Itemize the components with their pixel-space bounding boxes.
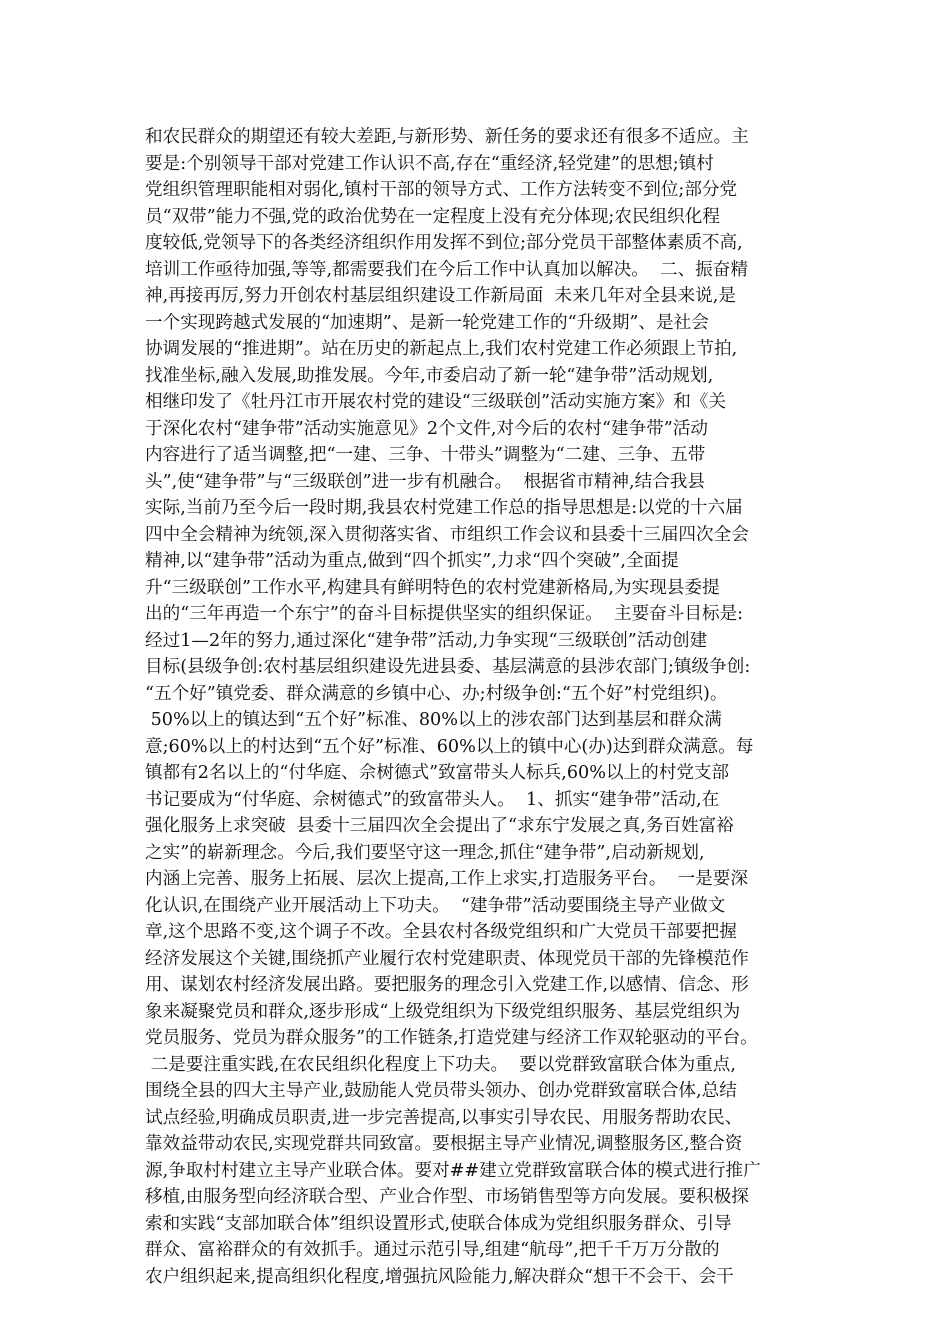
text-line: 经济发展这个关键,围绕抓产业履行农村党建职责、体现党员干部的先锋模范作 — [145, 948, 749, 969]
text-line: 协调发展的“推进期”。站在历史的新起点上,我们农村党建工作必须跟上节拍, — [145, 339, 738, 359]
text-line: 化认识,在围绕产业开展活动上下功夫。 “建争带”活动要围绕主导产业做文 — [145, 895, 726, 916]
text-line: 头”,使“建争带”与“三级联创”进一步有机融合。 根据省市精神,结合我县 — [145, 471, 705, 492]
text-line: 农户组织起来,提高组织化程度,增强抗风险能力,解决群众“想干不会干、会干 — [145, 1266, 734, 1287]
text-line: 书记要成为“付华庭、佘树德式”的致富带头人。 1、抓实“建争带”活动,在 — [145, 789, 720, 810]
text-line: 找准坐标,融入发展,助推发展。今年,市委启动了新一轮“建争带”活动规划, — [145, 365, 714, 386]
text-line: 员“双带”能力不强,党的政治优势在一定程度上没有充分体现;农民组织化程 — [145, 206, 720, 227]
text-line: 意;60%以上的村达到“五个好”标准、60%以上的镇中心(办)达到群众满意。每 — [145, 736, 754, 757]
text-line: 要是:个别领导干部对党建工作认识不高,存在“重经济,轻党建”的思想;镇村 — [145, 153, 714, 174]
text-line: 用、谋划农村经济发展出路。要把服务的理念引入党建工作,以感情、信念、形 — [145, 975, 749, 995]
text-line: 经过1—2年的努力,通过深化“建争带”活动,力争实现“三级联创”活动创建 — [145, 630, 708, 651]
text-line: 50%以上的镇达到“五个好”标准、80%以上的涉农部门达到基层和群众满 — [145, 710, 722, 730]
text-line: 一个实现跨越式发展的“加速期”、是新一轮党建工作的“升级期”、是社会 — [145, 312, 709, 333]
text-line: 之实”的崭新理念。今后,我们要坚守这一理念,抓住“建争带”,启动新规划, — [145, 842, 705, 863]
text-line: 章,这个思路不变,这个调子不改。全县农村各级党组织和广大党员干部要把握 — [145, 922, 737, 942]
text-line: 目标(县级争创:农村基层组织建设先进县委、基层满意的县涉农部门;镇级争创: — [145, 657, 751, 677]
text-line: 内涵上完善、服务上拓展、层次上提高,工作上求实,打造服务平台。 一是要深 — [145, 869, 748, 889]
text-line: 内容进行了适当调整,把“一建、三争、十带头”调整为“二建、三争、五带 — [145, 445, 706, 465]
text-line: 镇都有2名以上的“付华庭、佘树德式”致富带头人标兵,60%以上的村党支部 — [145, 763, 730, 783]
body-text — [145, 124, 825, 1290]
text-line: 党组织管理职能相对弱化,镇村干部的领导方式、工作方法转变不到位;部分党 — [145, 180, 738, 200]
text-line: 四中全会精神为统领,深入贯彻落实省、市组织工作会议和县委十三届四次全会 — [145, 524, 749, 545]
text-line: 索和实践“支部加联合体”组织设置形式,使联合体成为党组织服务群众、引导 — [145, 1213, 732, 1234]
text-line: 靠效益带动农民,实现党群共同致富。要根据主导产业情况,调整服务区,整合资 — [145, 1134, 743, 1154]
text-line: 二是要注重实践,在农民组织化程度上下功夫。 要以党群致富联合体为重点, — [145, 1054, 736, 1075]
text-line: 精神,以“建争带”活动为重点,做到“四个抓实”,力求“四个突破”,全面提 — [145, 551, 679, 571]
text-line: 于深化农村“建争带”活动实施意见》2个文件,对今后的农村“建争带”活动 — [145, 418, 708, 439]
text-line: 实际,当前乃至今后一段时期,我县农村党建工作总的指导思想是:以党的十六届 — [145, 498, 743, 518]
text-line: 和农民群众的期望还有较大差距,与新形势、新任务的要求还有很多不适应。主 — [145, 127, 749, 147]
text-line: 神,再接再厉,努力开创农村基层组织建设工作新局面 未来几年对全县来说,是 — [145, 286, 736, 306]
text-line: 党员服务、党员为群众服务”的工作链条,打造党建与经济工作双轮驱动的平台。 — [145, 1028, 758, 1048]
text-line: 群众、富裕群众的有效抓手。通过示范引导,组建“航母”,把千千万万分散的 — [145, 1240, 720, 1260]
text-line: 源,争取村村建立主导产业联合体。要对##建立党群致富联合体的模式进行推广 — [145, 1160, 761, 1181]
text-line: 移植,由服务型向经济联合型、产业合作型、市场销售型等方向发展。要积极探 — [145, 1187, 749, 1207]
text-line: 试点经验,明确成员职责,进一步完善提高,以事实引导农民、用服务帮助农民、 — [145, 1107, 743, 1128]
text-line: 象来凝聚党员和群众,逐步形成“上级党组织为下级党组织服务、基层党组织为 — [145, 1001, 741, 1022]
text-line: 围绕全县的四大主导产业,鼓励能人党员带头领办、创办党群致富联合体,总结 — [145, 1081, 737, 1101]
text-line: 相继印发了《牡丹江市开展农村党的建设“三级联创”活动实施方案》和《关 — [145, 392, 726, 412]
text-line: 升“三级联创”工作水平,构建具有鲜明特色的农村党建新格局,为实现县委提 — [145, 577, 720, 598]
text-line: 度较低,党领导下的各类经济组织作用发挥不到位;部分党员干部整体素质不高, — [145, 233, 743, 253]
text-line: 出的“三年再造一个东宁”的奋斗目标提供坚实的组织保证。 主要奋斗目标是: — [145, 604, 744, 624]
text-line: 强化服务上求突破 县委十三届四次全会提出了“求东宁发展之真,务百姓富裕 — [145, 816, 734, 836]
text-line: “五个好”镇党委、群众满意的乡镇中心、办;村级争创:“五个好”村党组织)。 — [145, 683, 728, 704]
text-line: 培训工作亟待加强,等等,都需要我们在今后工作中认真加以解决。 二、振奋精 — [145, 259, 748, 280]
